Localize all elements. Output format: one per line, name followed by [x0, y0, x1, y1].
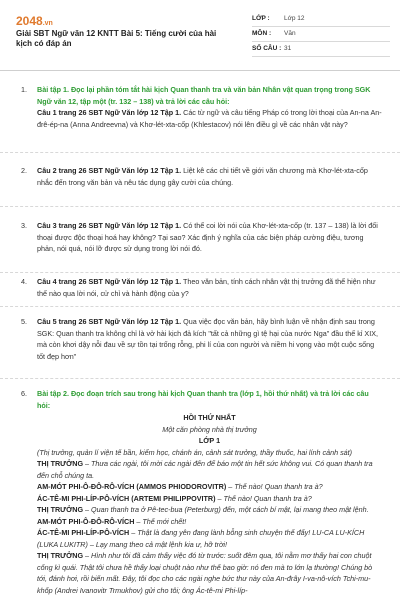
question-label: Câu 3 trang 26 SBT Ngữ Văn lớp 12 Tập 1. — [37, 221, 182, 230]
line-text: – Thế nào! Quan thanh tra à? — [215, 493, 312, 503]
question-label: Câu 5 trang 26 SBT Ngữ Văn lớp 12 Tập 1. — [37, 317, 182, 326]
line-text: – Thưa các ngài, tôi mời các ngài đến để báo một tin hết sức không vui. Có quan thanh tra đến chỗ chúng ta. — [37, 459, 373, 480]
meta-row-subject — [252, 27, 390, 42]
question-text: Các từ ngữ và câu tiếng Pháp có trong lời thoại của An-na An-đrê-ép-na (Anna Andreevna) và Khơ-lét-xta-cốp (Khlestacov) nói lên điều gì về các nhân vật này? — [37, 108, 382, 129]
act-heading: HỒI THỨ NHẤT — [183, 413, 236, 422]
divider — [0, 152, 400, 154]
line-text: – Thế nào! Quan thanh tra à? — [226, 482, 323, 491]
meta-key: LỚP : — [252, 15, 270, 22]
dialogue-line — [37, 481, 382, 493]
question-number: 5. — [21, 317, 27, 326]
dialogue-line — [37, 550, 382, 596]
speaker: ÁC-TÊ-MI PHI-LÍP-PÔ-VÍCH — [37, 528, 130, 537]
speaker: ÁC-TÊ-MI PHI-LÍP-PÔ-VÍCH (ARTEMI PHILIPPOVITR) — [37, 493, 216, 503]
question-item — [0, 276, 400, 299]
logo-suffix: .vn — [42, 20, 53, 27]
question-text: Liệt kê các chi tiết về giới văn chương mà Khơ-lét-xta-cốp nhắc đến trong văn bản và nêu tác dụng gây cười của chúng. — [37, 166, 368, 187]
meta-row-class — [252, 12, 390, 27]
question-item — [0, 84, 400, 130]
divider — [0, 272, 400, 274]
speaker: THỊ TRƯỞNG — [37, 551, 84, 560]
question-item — [0, 165, 400, 188]
line-text: – Thế mới chết! — [134, 516, 187, 526]
question-number: 6. — [21, 389, 27, 398]
question-label: Câu 2 trang 26 SBT Ngữ Văn lớp 12 Tập 1. — [37, 166, 182, 175]
question-item — [0, 316, 400, 362]
speaker: THỊ TRƯỞNG — [37, 505, 84, 514]
site-logo[interactable] — [16, 14, 53, 28]
setting-line: Một căn phòng nhà thị trưởng — [162, 424, 257, 434]
question-text: Qua việc đọc văn bản, hãy bình luận về nhận định sau trong SGK: Quan thanh tra không chỉ là vở hài kịch đả kích "tất cả những gì tệ hại của nước Nga" đầu thế kỉ XIX, mà còn khơi dậy nỗi đau về sự tồn tại trống rỗng, phi lí của con người và niềm hi vọng vào một cuộc sống tốt đẹp hơn" — [37, 317, 378, 361]
speaker: AM-MÓT PHI-Ô-ĐÔ-RÔ-VÍCH (AMMOS PHIODOROVITR) — [37, 482, 227, 491]
exercise-heading: Bài tập 2. Đọc đoạn trích sau trong hài kịch Quan thanh tra (lớp 1, hồi thứ nhất) và trả lời các câu hỏi: — [37, 389, 369, 410]
question-number: 3. — [21, 221, 27, 230]
meta-key: MÔN : — [252, 30, 272, 37]
scene-heading: LỚP 1 — [198, 436, 221, 445]
meta-value: Lớp 12 — [284, 15, 305, 22]
meta-key: SỐ CÂU : — [252, 45, 282, 52]
dialogue-line — [37, 493, 382, 505]
dialogue-line — [37, 504, 382, 516]
drama-excerpt — [37, 412, 382, 596]
meta-value: 31 — [284, 45, 292, 52]
dialogue-line — [37, 516, 382, 528]
line-text: – Quan thanh tra ở Pê-tec-bua (Peterburg) đến, một cách bí mật, lại mang theo mật lệnh. — [83, 505, 369, 514]
question-text: Có thể coi lời nói của Khơ-lét-xta-cốp (tr. 137 – 138) là lời đối thoại được độc thoại hoá hay không? Tại sao? Xác định ý nghĩa của các biện pháp cường điệu, tương phản, nói quá, nói lỡ được sử dụng trong lời nói đó. — [37, 221, 378, 253]
question-label: Câu 4 trang 26 SBT Ngữ Văn lớp 12 Tập 1. — [37, 277, 182, 286]
header — [0, 0, 400, 64]
divider — [0, 306, 400, 308]
meta-table — [252, 12, 390, 57]
dialogue-line — [37, 527, 382, 550]
question-label: Câu 1 trang 26 SBT Ngữ Văn lớp 12 Tập 1. — [37, 108, 182, 117]
stage-direction: (Thị trưởng, quản lí viện tế bần, kiểm học, chánh án, cảnh sát trưởng, thầy thuốc, hai lính cảnh sát) — [37, 447, 353, 457]
question-number: 4. — [21, 277, 27, 286]
exercise-heading: Bài tập 1. Đọc lại phần tóm tắt hài kịch Quan thanh tra và văn bản Nhân vật quan trọng trong SGK Ngữ văn 12, tập một (tr. 132 – 138) và trả lời các câu hỏi: — [37, 85, 371, 106]
document-title: Giải SBT Ngữ văn 12 KNTT Bài 5: Tiếng cười của hài kịch có đáp án — [16, 29, 217, 48]
line-text: – Hình như tôi đã cảm thấy việc đó từ trước: suốt đêm qua, tôi nằm mơ thấy hai con chuột cống kì quái. Thật tôi chưa hề thấy loại chuột nào như thế bao giờ: nó đen mà to lớn lạ thường! Chúng bò tới, đánh hơi, rồi biến mất. Đây, tôi đọc cho các ngài nghe bức thư này của An-đrây I-va-nô-vích Tchi-mu-khốp (Andrei Ivanovitr Trmukhov) gửi cho tôi; ông Ác-tê-mi Phi-líp- — [37, 551, 373, 595]
divider — [0, 378, 400, 380]
speaker: THỊ TRƯỞNG — [37, 459, 84, 468]
meta-value: Văn — [284, 30, 296, 37]
question-number: 1. — [21, 85, 27, 94]
question-item — [0, 388, 400, 596]
speaker: AM-MÓT PHI-Ô-ĐÔ-RÔ-VÍCH — [37, 516, 135, 526]
question-text: Theo văn bản, tính cách nhân vật thị trưởng đã thể hiện như thế nào qua lời nói, cử chỉ và hành động của y? — [37, 277, 376, 298]
question-number: 2. — [21, 166, 27, 175]
divider — [0, 206, 400, 208]
question-item — [0, 220, 400, 255]
logo-main: 2048 — [16, 14, 43, 28]
dialogue-line — [37, 458, 382, 481]
header-divider — [0, 70, 400, 71]
line-text: – Thật là đang yên đang lành bỗng sinh chuyện thế đấy! LU-CA LU-KÍCH (LUKA LUKITR) – Lạy mang theo cả mật lệnh kia ư, hỡ trời! — [37, 528, 365, 549]
meta-row-count — [252, 42, 390, 57]
